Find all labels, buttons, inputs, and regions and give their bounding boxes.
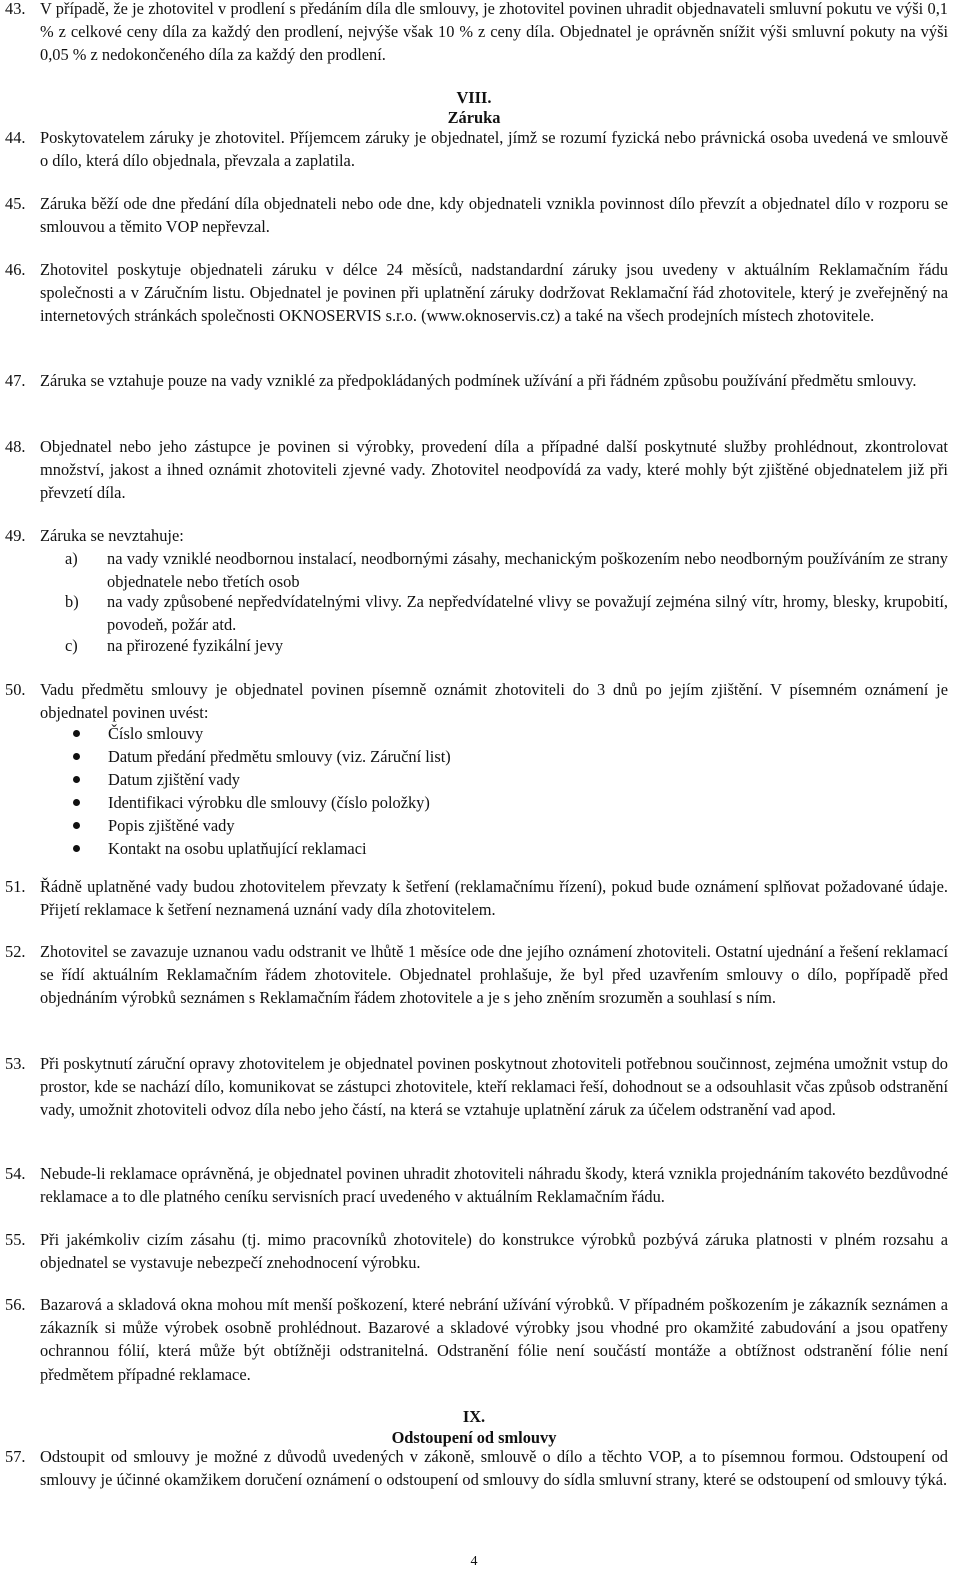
section-text: Záruka běží ode dne předání díla objednateli nebo ode dne, kdy objednateli vznikla povinnost dílo převzít a objednatel dílo v rozporu se smlouvou a těmito VOP nepřevzal. [40,194,948,237]
section-text: Zhotovitel poskytuje objednateli záruku v délce 24 měsíců, nadstandardní záruky jsou uvedeny v aktuálním Reklamačním řádu společnosti a v Záručním listu. Objednatel je povinen při uplatnění záruky dodržovat Reklamační řád zhotovitele, který je zveřejněný na internetových stránkách společnosti OKNOSERVIS s.r.o. (www.oknoservis.cz) a také na všech prodejních místech zhotovitele. [40,260,948,326]
notice-item [73,722,673,745]
notice-item [73,814,673,837]
section-number: 52. [5,942,26,961]
section-number: 50. [5,680,26,699]
bullet-icon [73,730,80,737]
section-text: Odstoupit od smlouvy je možné z důvodů uvedených v zákoně, smlouvě o dílo a těchto VOP, a to písemnou formou. Odstoupení od smlouvy je účinné okamžikem doručení oznámení o odstoupení od smlouvy do sídla smluvní strany, které se odstoupení od smlouvy týká. [40,1447,948,1490]
section-text: Bazarová a skladová okna mohou mít menší poškození, které nebrání užívání výrobků. V případném poškozením je zákazník seznámen a zákazník si může výrobek osobně prohlédnout. Bazarové a skladové výrobky jsou vhodné pro okamžité zabudování a jsou opatřeny ochrannou fólií, která může být obtížněji odstranitelná. Odstranění fólie není součástí montáže a obtížnost odstranění fólie není předmětem případné reklamace. [40,1295,948,1384]
chapter-title: Odstoupení od smlouvy [391,1428,557,1447]
section-number: 46. [5,260,26,279]
section-50 [0,678,948,724]
section-text: Objednatel nebo jeho zástupce je povinen si výrobky, provedení díla a případné další poskytnuté služby prohlédnout, zkontrolovat množství, jakost a ihned oznámit zhotoviteli zjevné vady. Zhotovitel neodpovídá za vady, které mohly být zjištěné objednatelem již při převzetí díla. [40,437,948,503]
section-44 [0,126,948,172]
section-number: 48. [5,437,26,456]
section-number: 44. [5,128,26,147]
page-number: 4 [470,1554,478,1569]
section-55 [0,1228,948,1274]
notice-item [73,745,673,768]
section-text: Při jakémkoliv cizím zásahu (tj. mimo pracovníků zhotovitele) do konstrukce výrobků pozbývá záruka platnosti v plném rozsahu a objednatel se vystavuje nebezpečí znehodnocení výrobku. [40,1230,948,1273]
exclusion-text: na vady vzniklé neodbornou instalací, neodbornými zásahy, mechanickým poškozením nebo neodborným používáním ze strany objednatele nebo třetích osob [107,549,948,592]
section-text: Poskytovatelem záruky je zhotovitel. Příjemcem záruky je objednatel, jímž se rozumí fyzická nebo právnická osoba uvedená ve smlouvě o dílo, která dílo objednala, převzala a zaplatila. [40,128,948,171]
section-54 [0,1162,948,1208]
notice-item [73,837,673,860]
notice-item-text: Datum předání předmětu smlouvy (viz. Záruční list) [108,747,451,766]
section-number: 54. [5,1164,26,1183]
section-text: Záruka se nevztahuje: [40,526,184,545]
section-text: Zhotovitel se zavazuje uznanou vadu odstranit ve lhůtě 1 měsíce ode dne jejího oznámení zhotoviteli. Ostatní ujednání a řešení reklamací se řídí aktuálním Reklamačním řádem zhotovitele. Objednatel prohlašuje, že byl před uzavřením smlouvy o dílo, popřípadě před objednáním výrobků seznámen s Reklamačním řádem zhotovitele a je s jeho zněním srozuměn a souhlasí s ním. [40,942,948,1008]
exclusion-item [65,547,948,593]
bullet-icon [73,822,80,829]
section-text: V případě, že je zhotovitel v prodlení s předáním díla dle smlouvy, je zhotovitel povinen uhradit objednavateli smluvní pokutu ve výši 0,1 % z celkové ceny díla za každý den prodlení, nejvýše však 10 % z ceny díla. Objednatel je oprávněn snížit výši smluvní pokuty na výši 0,05 % z nedokončeného díla za každý den prodlení. [40,0,948,65]
exclusion-label: c) [65,636,78,655]
section-text: Nebude-li reklamace oprávněná, je objednatel povinen uhradit zhotoviteli náhradu škody, která vznikla projednáním takovéto bezdůvodné reklamace a to dle platného ceníku servisních prací uvedeného v aktuálním Reklamačním řádu. [40,1164,948,1207]
section-47 [0,369,948,392]
notice-item [73,768,673,791]
chapter-title: Záruka [447,108,501,127]
section-number: 51. [5,877,26,896]
section-45 [0,192,948,238]
section-text: Vadu předmětu smlouvy je objednatel povinen písemně oznámit zhotoviteli do 3 dnů po jejím zjištění. V písemném oznámení je objednatel povinen uvést: [40,680,948,723]
exclusion-label: b) [65,592,79,611]
notice-item-text: Datum zjištění vady [108,770,241,789]
section-text: Řádně uplatněné vady budou zhotovitelem převzaty k šetření (reklamačnímu řízení), pokud bude oznámení splňovat požadované údaje. Přijetí reklamace k šetření neznamená uznání vady díla zhotovitelem. [40,877,948,920]
notice-item-text: Popis zjištěné vady [108,816,235,835]
notice-item-text: Identifikaci výrobku dle smlouvy (číslo položky) [108,793,430,812]
section-text: Při poskytnutí záruční opravy zhotovitelem je objednatel povinen poskytnout zhotoviteli potřebnou součinnost, zejména umožnit vstup do prostor, kde se nachází dílo, komunikovat se zástupci zhotovitele, kteří reklamaci řeší, dohodnout se a odsouhlasit včas způsob odstranění vady, umožnit zhotoviteli odvoz díla nebo jeho částí, na která se vztahuje uplatnění záruk za účelem odstranění vad apod. [40,1054,948,1120]
section-number: 49. [5,526,26,545]
exclusion-label: a) [65,549,78,568]
section-43 [0,0,948,67]
section-number: 56. [5,1295,26,1314]
section-56 [0,1293,948,1386]
section-number: 53. [5,1054,26,1073]
exclusion-text: na přirozené fyzikální jevy [107,636,284,655]
chapter-number: VIII. [456,88,492,107]
notice-item [73,791,673,814]
bullet-icon [73,753,80,760]
section-49 [0,524,948,547]
notice-item-text: Číslo smlouvy [108,724,204,743]
notice-item-text: Kontakt na osobu uplatňující reklamaci [108,839,367,858]
section-number: 55. [5,1230,26,1249]
section-48 [0,435,948,505]
bullet-icon [73,776,80,783]
bullet-icon [73,799,80,806]
section-text: Záruka se vztahuje pouze na vady vzniklé za předpokládaných podmínek užívání a při řádném způsobu používání předmětu smlouvy. [40,371,917,390]
exclusion-item [65,634,948,657]
section-46 [0,258,948,328]
section-57 [0,1445,948,1491]
exclusion-text: na vady způsobené nepředvídatelnými vlivy. Za nepředvídatelné vlivy se považují zejména silný vítr, hromy, blesky, krupobití, povodeň, požár atd. [107,592,948,635]
section-number: 47. [5,371,26,390]
section-52 [0,940,948,1010]
section-number: 57. [5,1447,26,1466]
chapter-number: IX. [462,1407,486,1426]
exclusion-item [65,590,948,636]
bullet-icon [73,845,80,852]
section-number: 43. [5,0,26,18]
section-number: 45. [5,194,26,213]
section-51 [0,875,948,921]
section-53 [0,1052,948,1122]
